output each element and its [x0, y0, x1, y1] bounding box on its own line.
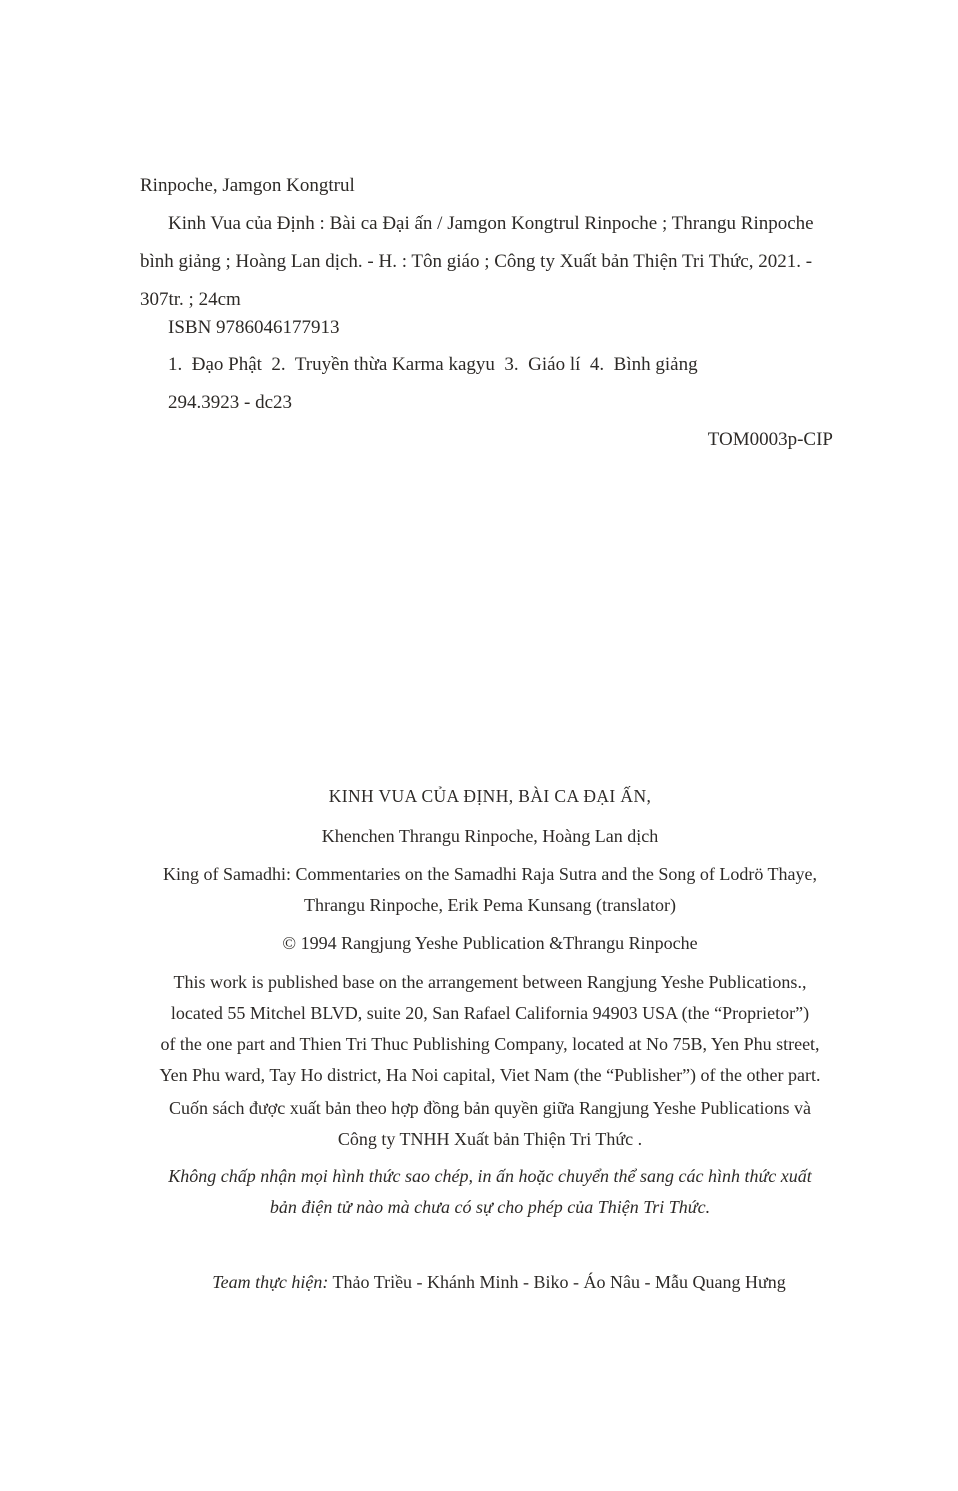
agreement-vi-line-2: Công ty TNHH Xuất bản Thiện Tri Thức .	[337, 1129, 643, 1149]
book-title-vi: KINH VUA CỦA ĐỊNH, BÀI CA ĐẠI ẤN,	[328, 786, 652, 806]
cip-entry-line-2: bình giảng ; Hoàng Lan dịch. - H. : Tôn giáo ; Công ty Xuất bản Thiện Tri Thức, 2021. -	[140, 251, 813, 272]
cip-ddc-number: 294.3923 - dc23	[168, 392, 293, 413]
cip-isbn: ISBN 9786046177913	[168, 317, 340, 338]
agreement-en-line-3: of the one part and Thien Tri Thuc Publishing Company, located at No 75B, Yen Phu street,	[160, 1034, 820, 1054]
cip-subject-tracings: 1. Đạo Phật 2. Truyền thừa Karma kagyu 3. Giáo lí 4. Bình giảng	[168, 354, 698, 375]
copy-notice-line-1: Không chấp nhận mọi hình thức sao chép, in ấn hoặc chuyển thể sang các hình thức xuất	[168, 1166, 812, 1186]
cip-record-code: TOM0003p-CIP	[707, 429, 833, 450]
cip-entry-line-3: 307tr. ; 24cm	[140, 289, 241, 310]
book-title-en-line-1: King of Samadhi: Commentaries on the Samadhi Raja Sutra and the Song of Lodrö Thaye,	[162, 864, 818, 884]
book-byline-vi: Khenchen Thrangu Rinpoche, Hoàng Lan dịch	[321, 826, 659, 846]
team-members: Thảo Triều - Khánh Minh - Biko - Áo Nâu - Mẫu Quang Hưng	[328, 1271, 786, 1292]
agreement-en-line-4: Yen Phu ward, Tay Ho district, Ha Noi capital, Viet Nam (the “Publisher”) of the other part.	[159, 1065, 821, 1085]
copy-notice-line-2: bản điện tử nào mà chưa có sự cho phép của Thiện Tri Thức.	[269, 1197, 711, 1217]
team-label: Team thực hiện:	[212, 1271, 329, 1292]
book-title-en-line-2: Thrangu Rinpoche, Erik Pema Kunsang (translator)	[304, 895, 676, 915]
agreement-vi-line-1: Cuốn sách được xuất bản theo hợp đồng bản quyền giữa Rangjung Yeshe Publications và	[169, 1098, 811, 1118]
copyright-line: © 1994 Rangjung Yeshe Publication &Thrangu Rinpoche	[282, 933, 698, 953]
team-line	[22, 1248, 958, 1316]
agreement-en-line-2: located 55 Mitchel BLVD, suite 20, San Rafael California 94903 USA (the “Proprietor”)	[170, 1003, 810, 1023]
cip-entry-line-1: Kinh Vua của Định : Bài ca Đại ấn / Jamgon Kongtrul Rinpoche ; Thrangu Rinpoche	[168, 213, 814, 234]
cip-author-heading: Rinpoche, Jamgon Kongtrul	[140, 175, 355, 196]
agreement-en-line-1: This work is published base on the arrangement between Rangjung Yeshe Publications.,	[173, 972, 807, 992]
